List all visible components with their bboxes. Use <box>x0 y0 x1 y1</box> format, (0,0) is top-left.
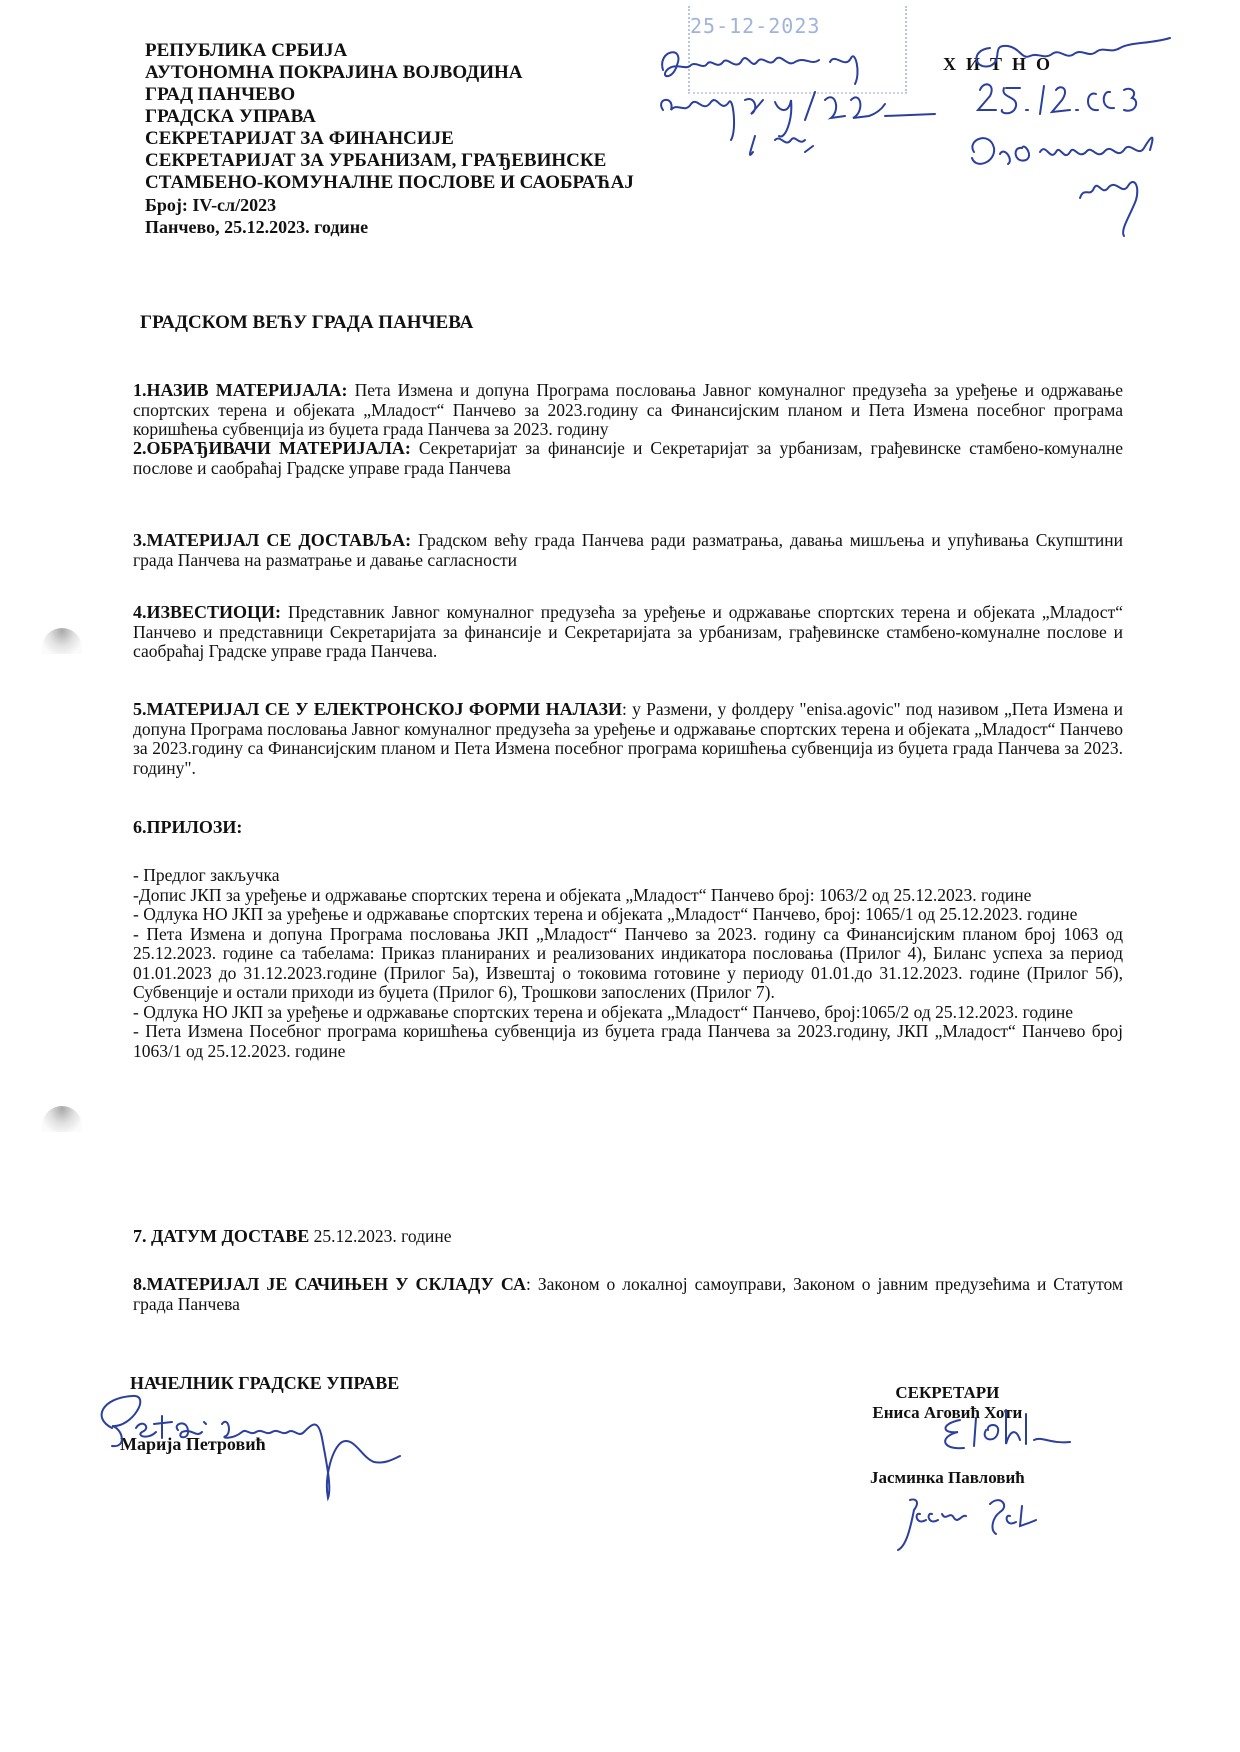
attachment-item: - Пета Измена Посебног програма коришћења субвенција из буџета града Панчева за 2023.годину, ЈКП „Младост“ Панчево број 1063/1 од 25.12.2023. године <box>133 1021 1123 1061</box>
signature-block-head-of-administration <box>120 1373 400 1455</box>
section-3-label: 3.МАТЕРИЈАЛ СЕ ДОСТАВЉА: <box>133 530 412 550</box>
signature-scribble-secretary-2 <box>880 1490 1070 1560</box>
signature-block-secretaries <box>870 1383 1025 1488</box>
header-line-city: ГРАД ПАНЧЕВО <box>145 84 296 105</box>
urgent-label: ХИТНО <box>943 54 1061 74</box>
header-line-administration: ГРАДСКА УПРАВА <box>145 106 316 127</box>
signature-name-head: Марија Петровић <box>120 1434 266 1454</box>
attachments-list <box>133 866 1123 1061</box>
hole-punch-mark <box>42 1106 82 1132</box>
section-2-label: 2.ОБРАЂИВАЧИ МАТЕРИЈАЛА: <box>133 438 411 458</box>
section-3-text: Градском већу града Панчева ради разматрања, давања мишљења и упућивања Скупштини града Панчева на разматрање и давање сагласности <box>133 530 1123 570</box>
document-date: Панчево, 25.12.2023. године <box>145 217 369 237</box>
recipient-heading: ГРАДСКОМ ВЕЋУ ГРАДА ПАНЧЕВА <box>140 312 474 333</box>
section-2-text: Секретаријат за финансије и Секретаријат за урбанизам, грађевинске стамбено-комуналне послове и саобраћај Градске управе града Панчева <box>133 438 1123 478</box>
handwriting-stroke <box>1080 182 1137 236</box>
handwriting-stroke <box>750 136 813 155</box>
section-5-label: 5.МАТЕРИЈАЛ СЕ У ЕЛЕКТРОНСКОЈ ФОРМИ НАЛАЗИ <box>133 699 623 719</box>
section-6-attachments-heading <box>133 818 1123 838</box>
section-5-electronic-location <box>133 700 1123 778</box>
section-3-delivered-to <box>133 531 1123 570</box>
section-8-text: : Законом о локалној самоуправи, Законом о јавним предузећима и Статутом града Панчева <box>133 1274 1123 1314</box>
handwriting-stroke <box>978 84 1136 114</box>
signature-title-head: НАЧЕЛНИК ГРАДСКЕ УПРАВЕ <box>130 1373 400 1393</box>
section-4-label: 4.ИЗВЕСТИОЦИ: <box>133 602 282 622</box>
section-1-text: Пета Измена и допуна Програма пословања Јавног комуналног предузећа за уређење и одржавање спортских терена и објеката „Младост“ Панчево за 2023.годину са Финансијским планом и Пета Измена посебног програма коришћења субвенција из буџета града Панчева за 2023. годину <box>133 380 1123 439</box>
header-line-secretariat-urban: СЕКРЕТАРИЈАТ ЗА УРБАНИЗАМ, ГРАЂЕВИНСКЕ <box>145 150 607 171</box>
header-line-province: АУТОНОМНА ПОКРАЈИНА ВОЈВОДИНА <box>145 62 523 83</box>
section-6-label: 6.ПРИЛОЗИ: <box>133 817 243 837</box>
section-4-rapporteurs <box>133 603 1123 662</box>
attachment-item: - Одлука НО ЈКП за уређење и одржавање спортских терена и објеката „Младост“ Панчево, број:1065/2 од 25.12.2023. године <box>133 1001 1073 1022</box>
attachment-item: - Предлог закључка <box>133 865 280 885</box>
section-7-delivery-date <box>133 1227 1123 1247</box>
header-line-secretariat-finance: СЕКРЕТАРИЈАТ ЗА ФИНАНСИЈЕ <box>145 128 454 149</box>
header-line-republic: РЕПУБЛИКА СРБИЈА <box>145 40 348 61</box>
header-line-secretariat-urban-cont: СТАМБЕНО-КОМУНАЛНЕ ПОСЛОВЕ И САОБРАЋАЈ <box>145 172 634 193</box>
section-8-legal-basis <box>133 1275 1123 1314</box>
signature-name-secretary-1: Ениса Аговић Хоти <box>872 1403 1023 1422</box>
document-number: Број: IV-сл/2023 <box>145 195 277 215</box>
attachment-item: - Одлука НО ЈКП за уређење и одржавање спортских терена и објеката „Младост“ Панчево, број: 1065/1 од 25.12.2023. године <box>133 904 1078 924</box>
document-header <box>145 40 634 238</box>
section-4-text: Представник Јавног комуналног предузећа за уређење и одржавање спортских терена и објеката „Младост“ Панчево и представници Секретаријата за финансије и Секретаријата за урбанизам, грађевинске стамбено-комуналне послове и саобраћај Градске управе града Панчева. <box>133 602 1123 661</box>
section-8-label: 8.МАТЕРИЈАЛ ЈЕ САЧИЊЕН У СКЛАДУ СА <box>133 1274 526 1294</box>
hole-punch-mark <box>42 628 82 654</box>
handwriting-stroke <box>661 92 935 140</box>
signature-title-secretaries: СЕКРЕТАРИ <box>895 1383 1000 1402</box>
section-7-text: 25.12.2023. године <box>309 1226 452 1246</box>
signature-name-secretary-2: Јасминка Павловић <box>870 1468 1025 1487</box>
received-stamp-date: 25-12-2023 <box>690 14 821 38</box>
attachment-item: -Допис ЈКП за уређење и одржавање спортских терена и објеката „Младост“ Панчево број: 1063/2 од 25.12.2023. године <box>133 884 1032 905</box>
attachment-item: - Пета Измена и допуна Програма пословања ЈКП „Младост“ Панчево за 2023. годину са Финансијским планом број 1063 од 25.12.2023. године са табелама: Приказ планираних и реализованих индикатора пословања (Прилог 4), Биланс успеха за период 01.01.2023 до 31.12.2023.године (Прилог 5а), Извештај о токовима готовине у периоду 01.01.до 31.12.2023. године (Прилог 5б), Субвенције и остали приходи из буџета (Прилог 6), Трошкови запослених (Прилог 7). <box>133 923 1123 1002</box>
section-5-text: : у Размени, у фолдеру "enisa.agovic" под називом „Пета Измена и допуна Програма пословања Јавног комуналног предузећа за уређење и одржавање спортских терена и објеката „Младост“ Панчево за 2023.годину са Финансијским планом и Пета Измена посебног програма коришћења субвенција из буџета града Панчева за 2023. годину". <box>133 699 1123 778</box>
section-7-label: 7. ДАТУМ ДОСТАВЕ <box>133 1226 310 1246</box>
handwriting-stroke <box>972 138 1152 164</box>
section-1-title-of-material <box>133 381 1123 440</box>
section-2-prepared-by <box>133 439 1123 478</box>
section-1-label: 1.НАЗИВ МАТЕРИЈАЛА: <box>133 380 348 400</box>
